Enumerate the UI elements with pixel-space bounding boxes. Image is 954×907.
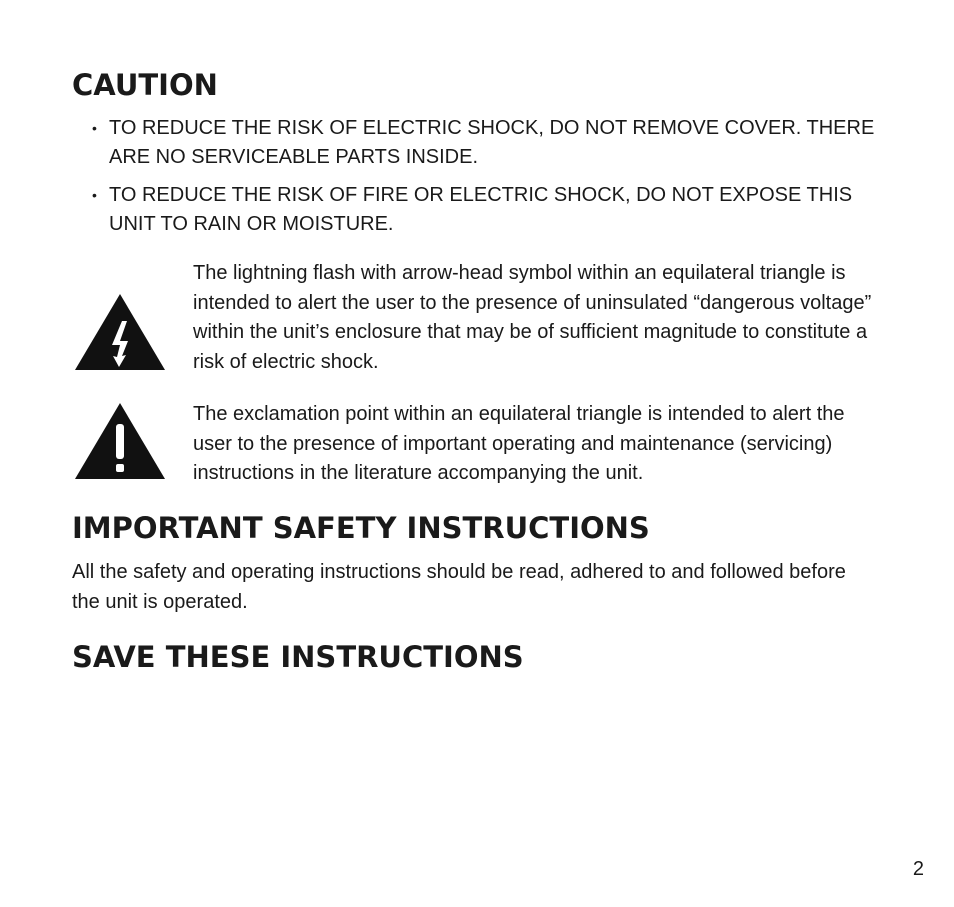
- page-number: 2: [912, 858, 924, 880]
- save-instructions-heading: SAVE THESE INSTRUCTIONS: [72, 640, 524, 674]
- lightning-symbol-description: The lightning flash with arrow-head symbol within an equilateral triangle is intended to alert the user to the presence of uninsulated “dangerous voltage” within the unit’s enclosure that may be of sufficient magnitude to constitute a risk of electric shock.: [193, 262, 872, 373]
- bullet-marker: •: [92, 187, 97, 203]
- caution-bullet: [92, 114, 882, 172]
- lightning-warning-icon: [74, 293, 166, 371]
- safety-heading: IMPORTANT SAFETY INSTRUCTIONS: [72, 511, 650, 545]
- safety-body-text: All the safety and operating instructions should be read, adhered to and followed before the unit is operated.: [72, 561, 846, 613]
- exclamation-warning-icon: [74, 402, 166, 480]
- caution-bullet-text: TO REDUCE THE RISK OF FIRE OR ELECTRIC SHOCK, DO NOT EXPOSE THIS UNIT TO RAIN OR MOISTURE.: [109, 184, 853, 235]
- caution-bullet: [92, 181, 882, 239]
- caution-heading: CAUTION: [72, 68, 218, 102]
- bullet-marker: •: [92, 120, 97, 136]
- caution-bullet-text: TO REDUCE THE RISK OF ELECTRIC SHOCK, DO NOT REMOVE COVER. THERE ARE NO SERVICEABLE PARTS INSIDE.: [109, 117, 875, 168]
- exclamation-symbol-description: The exclamation point within an equilateral triangle is intended to alert the user to the presence of important operating and maintenance (servicing) instructions in the literature accompanying the unit.: [193, 403, 845, 484]
